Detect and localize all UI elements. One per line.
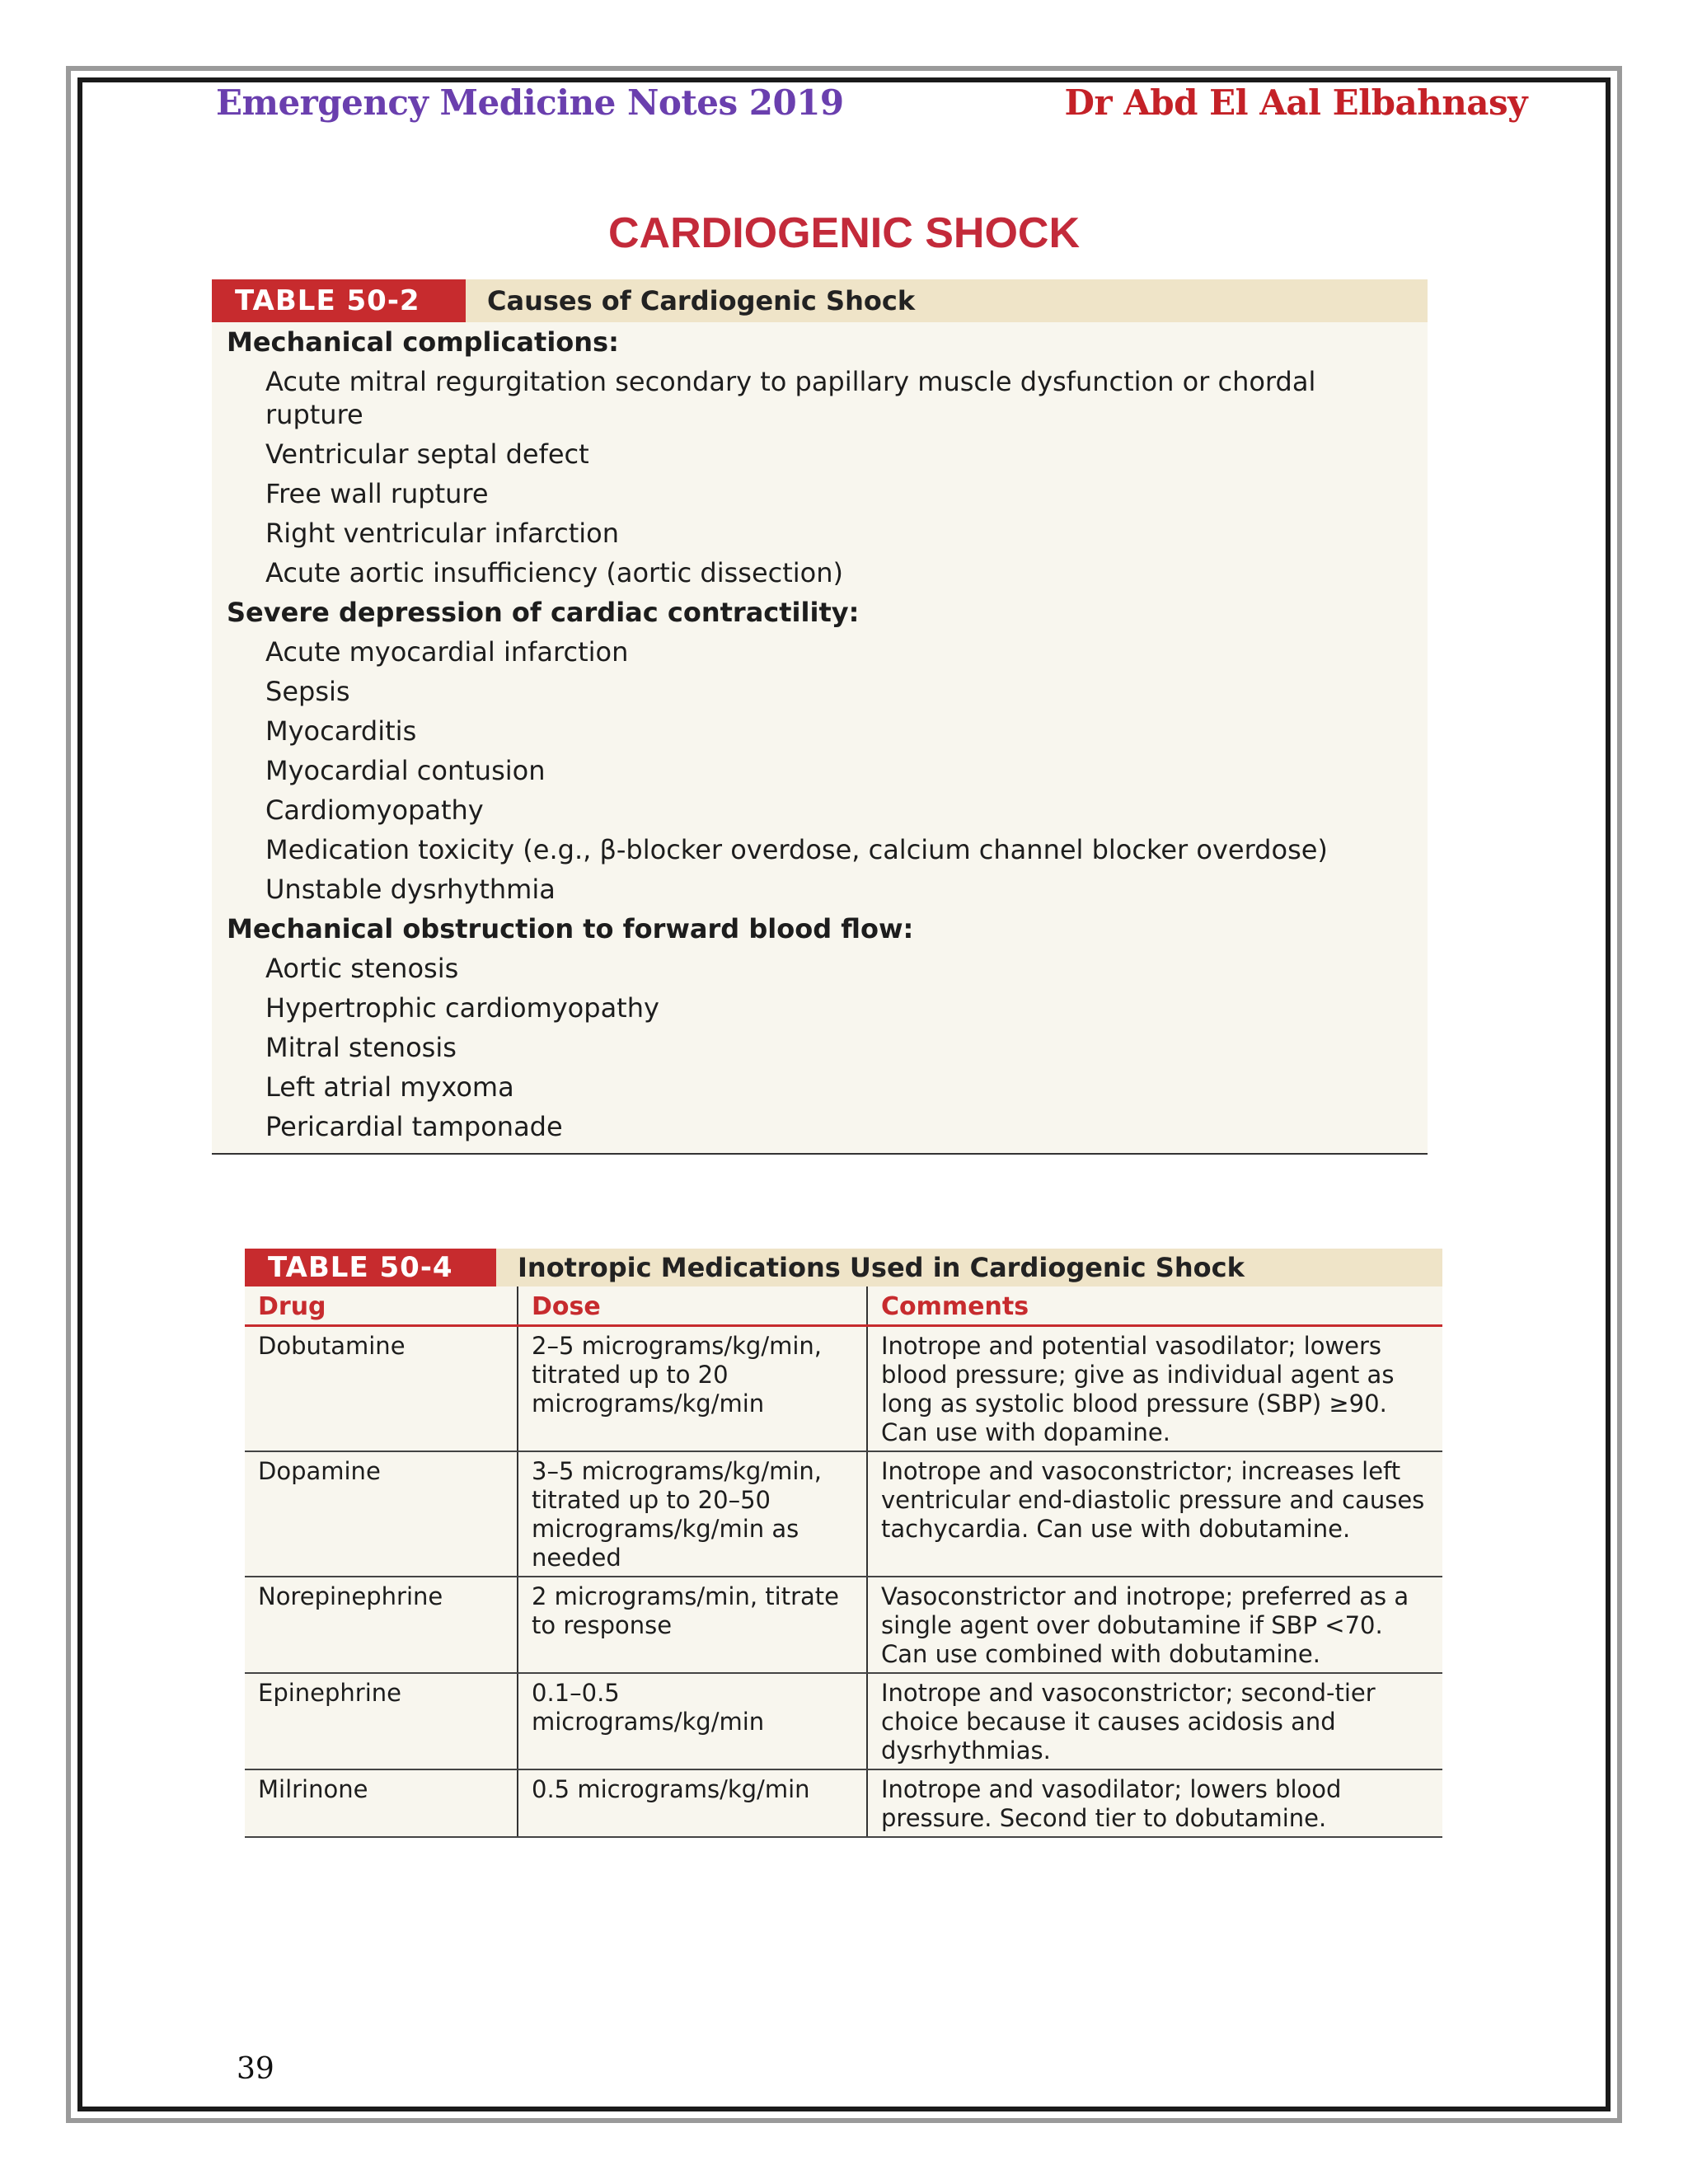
cell-drug: Epinephrine (245, 1673, 518, 1769)
inotropes-table (245, 1249, 1442, 1838)
inotropes-table-title: Inotropic Medications Used in Cardiogenic Shock (518, 1252, 1245, 1283)
header-row (245, 1286, 1442, 1326)
column-header-dose: Dose (518, 1286, 867, 1326)
cell-drug: Dopamine (245, 1451, 518, 1577)
cell-comments: Inotrope and potential vasodilator; lowers blood pressure; give as individual agent as long as systolic blood pressure (SBP) ≥90. Can use with dopamine. (867, 1326, 1442, 1452)
causes-table-title: Causes of Cardiogenic Shock (487, 285, 916, 316)
cell-drug: Norepinephrine (245, 1577, 518, 1673)
list-item: Cardiomyopathy (265, 794, 484, 826)
cell-dose: 0.5 micrograms/kg/min (518, 1769, 867, 1837)
section-heading: Mechanical complications: (227, 326, 619, 358)
causes-table-body (212, 322, 1428, 1155)
list-item: Free wall rupture (265, 478, 489, 509)
list-item: Left atrial myxoma (265, 1071, 514, 1103)
header-right: Dr Abd El Aal Elbahnasy (1064, 82, 1527, 123)
cell-dose: 0.1–0.5 micrograms/kg/min (518, 1673, 867, 1769)
inotropes-table-label: TABLE 50-4 (245, 1249, 496, 1286)
causes-table-bar (212, 279, 1428, 322)
section-heading: Severe depression of cardiac contractility: (227, 597, 860, 628)
page-number: 39 (237, 2052, 274, 2086)
cell-comments: Vasoconstrictor and inotrope; preferred as a single agent over dobutamine if SBP <70. Can use combined with dobutamine. (867, 1577, 1442, 1673)
list-item: Pericardial tamponade (265, 1111, 563, 1142)
list-item: Right ventricular infarction (265, 518, 620, 549)
section-heading: Mechanical obstruction to forward blood flow: (227, 913, 914, 944)
list-item: Acute mitral regurgitation secondary to papillary muscle dysfunction or chordal rupture (265, 366, 1316, 430)
inotropes-grid (245, 1286, 1442, 1838)
cell-dose: 2–5 micrograms/kg/min, titrated up to 20 micrograms/kg/min (518, 1326, 867, 1452)
list-item: Unstable dysrhythmia (265, 874, 556, 905)
column-header-drug: Drug (245, 1286, 518, 1326)
list-item: Myocardial contusion (265, 755, 546, 786)
table-row (245, 1769, 1442, 1837)
header-left: Emergency Medicine Notes 2019 (216, 82, 844, 123)
list-item: Medication toxicity (e.g., β-blocker overdose, calcium channel blocker overdose) (265, 834, 1328, 865)
list-item: Sepsis (265, 676, 350, 707)
list-item: Hypertrophic cardiomyopathy (265, 992, 659, 1024)
list-item: Acute myocardial infarction (265, 636, 629, 668)
causes-table-label: TABLE 50-2 (212, 279, 466, 322)
cell-drug: Milrinone (245, 1769, 518, 1837)
cell-comments: Inotrope and vasodilator; lowers blood pressure. Second tier to dobutamine. (867, 1769, 1442, 1837)
inotropes-table-bar (245, 1249, 1442, 1286)
list-item: Ventricular septal defect (265, 438, 589, 470)
page-title: CARDIOGENIC SHOCK (607, 209, 1081, 257)
table-row (245, 1673, 1442, 1769)
list-item: Mitral stenosis (265, 1032, 457, 1063)
cell-comments: Inotrope and vasoconstrictor; second-tier choice because it causes acidosis and dysrhythmias. (867, 1673, 1442, 1769)
table-row (245, 1326, 1442, 1452)
causes-table (212, 279, 1428, 1155)
list-item: Myocarditis (265, 715, 417, 747)
table-row (245, 1451, 1442, 1577)
cell-dose: 2 micrograms/min, titrate to response (518, 1577, 867, 1673)
cell-drug: Dobutamine (245, 1326, 518, 1452)
cell-comments: Inotrope and vasoconstrictor; increases left ventricular end-diastolic pressure and causes tachycardia. Can use with dobutamine. (867, 1451, 1442, 1577)
list-item: Acute aortic insufficiency (aortic dissection) (265, 557, 844, 588)
table-row (245, 1577, 1442, 1673)
list-item: Aortic stenosis (265, 953, 459, 984)
cell-dose: 3–5 micrograms/kg/min, titrated up to 20–50 micrograms/kg/min as needed (518, 1451, 867, 1577)
column-header-comments: Comments (867, 1286, 1442, 1326)
